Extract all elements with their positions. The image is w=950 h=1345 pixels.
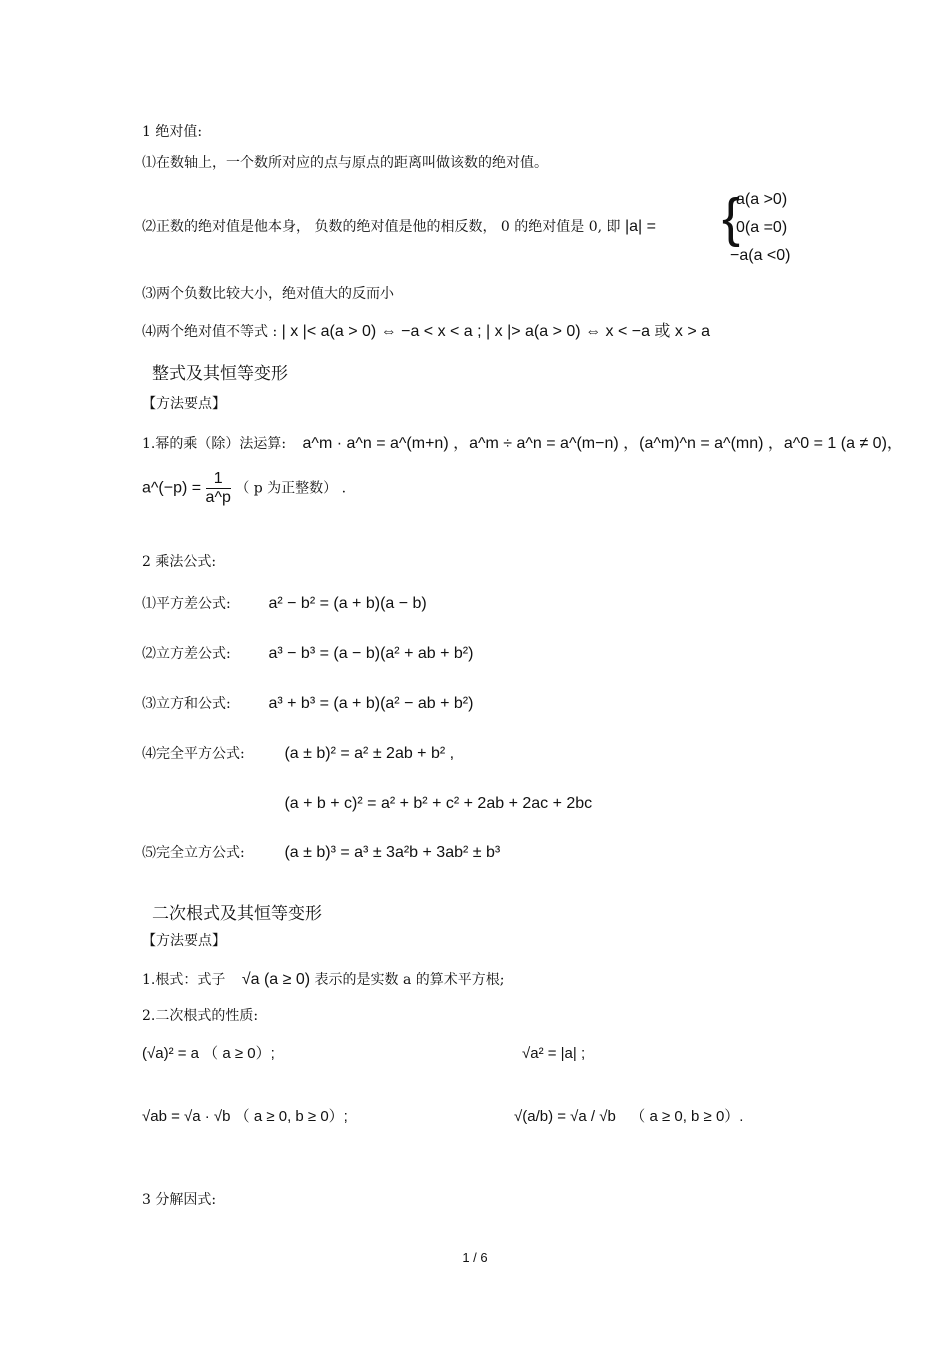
- radical-property-4: [514, 1107, 743, 1127]
- formula-label: ⑵立方差公式:: [142, 646, 231, 662]
- radical-property-4-condition: （ a ≥ 0, b ≥ 0）.: [630, 1108, 744, 1125]
- radical-properties-title: 2.二次根式的性质:: [142, 1008, 259, 1024]
- radical-property-3: √ab = √a · √b （ a ≥ 0, b ≥ 0）;: [142, 1108, 348, 1125]
- negative-power-fraction: [206, 470, 231, 507]
- radical-def-b: 表示的是实数 a 的算术平方根;: [314, 972, 505, 988]
- abs-def-line-2-text: ⑵正数的绝对值是他本身， 负数的绝对值是他的相反数， 0 的绝对值是 0, 即: [142, 219, 621, 235]
- piecewise-brace: {: [722, 188, 741, 248]
- abs-ineq-formula: | x |< a(a > 0) ⇔ −a < x < a ; | x |> a(a > 0) ⇔ x < −a 或 x > a: [281, 323, 711, 340]
- formula-text: a² − b² = (a + b)(a − b): [268, 595, 427, 612]
- radical-property-2: √a² = |a| ;: [522, 1045, 586, 1062]
- abs-ineq-label: ⑷两个绝对值不等式 :: [142, 324, 278, 340]
- method-points-1: 【方法要点】: [142, 396, 226, 412]
- negative-power-suffix: （ p 为正整数） .: [235, 480, 347, 497]
- power-rules-formula: a^m · a^n = a^(m+n) ，a^m ÷ a^n = a^(m−n) ，(a^m)^n = a^(mn) ，a^0 = 1 (a ≠ 0)，: [302, 435, 903, 452]
- negative-power-line: [142, 470, 346, 507]
- section-title-multiplication: 2 乘法公式:: [142, 554, 217, 570]
- formula-label: ⑷完全平方公式:: [142, 746, 245, 762]
- radical-property-4-formula: √(a/b) = √a / √b: [514, 1108, 616, 1125]
- formula-text: a³ − b³ = (a − b)(a² + ab + b²): [268, 645, 474, 662]
- formula-row: [142, 694, 473, 714]
- abs-def-line-2: [142, 217, 656, 237]
- section-title-polynomial: 整式及其恒等变形: [152, 364, 288, 384]
- abs-a-symbol: |a| =: [624, 218, 656, 235]
- piecewise-case-1: a(a >0): [736, 191, 788, 208]
- abs-def-line-4: [142, 322, 710, 342]
- radical-property-1: (√a)² = a （ a ≥ 0）;: [142, 1045, 275, 1062]
- section-title-radicals: 二次根式及其恒等变形: [152, 904, 322, 924]
- radical-def-a: 1.根式：式子: [142, 972, 226, 988]
- page-number: 1 / 6: [462, 1250, 488, 1265]
- radical-def-line: [142, 970, 504, 990]
- formula-row: [142, 594, 427, 614]
- piecewise-case-3: −a(a <0): [730, 247, 791, 264]
- section-title-factorization: 3 分解因式:: [142, 1192, 217, 1208]
- formula-text: (a + b + c)² = a² + b² + c² + 2ab + 2ac + 2bc: [284, 795, 593, 812]
- fraction-denominator: a^p: [205, 489, 231, 506]
- abs-def-line-3: ⑶两个负数比较大小，绝对值大的反而小: [142, 286, 394, 302]
- abs-def-line-1: ⑴在数轴上，一个数所对应的点与原点的距离叫做该数的绝对值。: [142, 155, 548, 171]
- method-points-2: 【方法要点】: [142, 933, 226, 949]
- formula-text: (a ± b)³ = a³ ± 3a²b + 3ab² ± b³: [284, 844, 501, 861]
- formula-row: [142, 843, 500, 863]
- formula-label: ⑶立方和公式:: [142, 696, 231, 712]
- formula-label: ⑸完全立方公式:: [142, 845, 245, 861]
- radical-def-math: √a (a ≥ 0): [241, 971, 311, 988]
- fraction-numerator: 1: [206, 470, 231, 489]
- formula-row: [142, 794, 592, 814]
- formula-row: [142, 644, 473, 664]
- formula-text: a³ + b³ = (a + b)(a² − ab + b²): [268, 695, 474, 712]
- power-rules-line: [142, 434, 903, 454]
- negative-power-prefix: a^(−p) =: [142, 479, 202, 497]
- formula-row: [142, 744, 454, 764]
- power-rules-label: 1.幂的乘（除）法运算:: [142, 436, 287, 452]
- formula-label: ⑴平方差公式:: [142, 596, 231, 612]
- piecewise-case-2: 0(a =0): [736, 219, 788, 236]
- formula-text: (a ± b)² = a² ± 2ab + b² ,: [284, 745, 455, 762]
- section-title-absolute-value: 1 绝对值:: [142, 124, 203, 140]
